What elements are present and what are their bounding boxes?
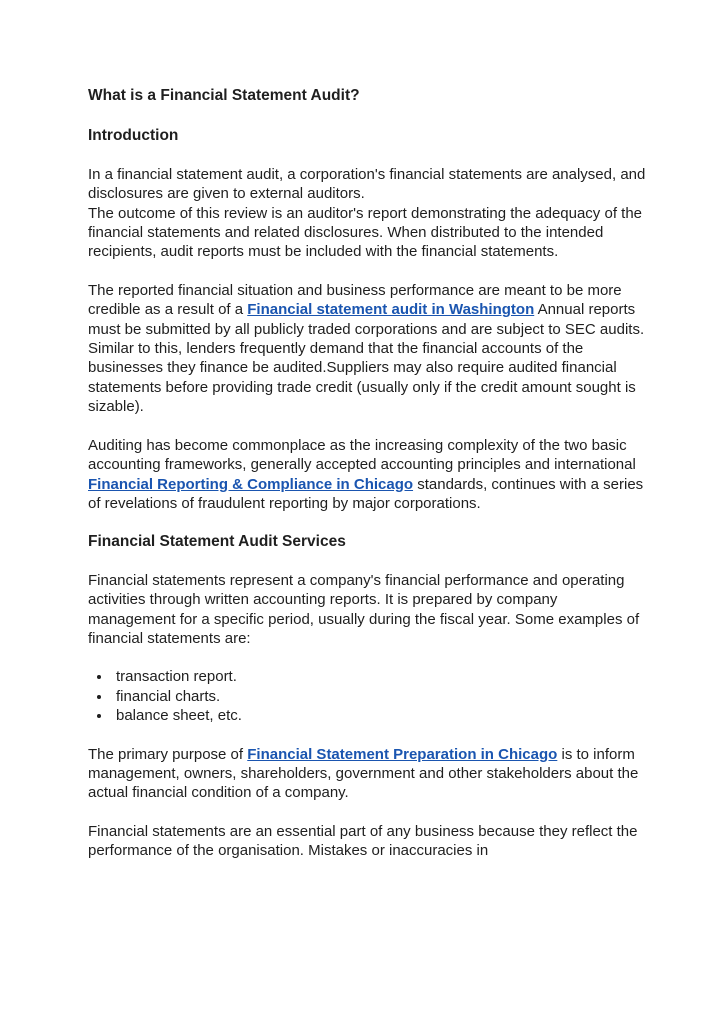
financial-reporting-compliance-chicago-link[interactable]: Financial Reporting & Compliance in Chicago [88, 475, 414, 493]
intro-sentence-2: The outcome of this review is an auditor's report demonstrating the adequacy of the financial statements and related disclosures. When distributed to the intended recipients, audit reports must be included with the financial statements. [88, 204, 643, 261]
financial-statements-paragraph: Financial statements represent a company's financial performance and operating activities through written accounting reports. It is prepared by company management for a specific period, usually during the fiscal year. Some examples of financial statements are: [88, 571, 640, 647]
services-heading: Financial Statement Audit Services [88, 533, 346, 551]
credibility-paragraph [88, 281, 648, 417]
credibility-text-start: The reported financial situation and business performance are meant to be more credible as a result of a [88, 281, 622, 319]
financial-statement-audit-washington-link[interactable]: Financial statement audit in Washington [247, 301, 535, 319]
list-item: • balance sheet, etc. [112, 706, 648, 725]
purpose-text-start: The primary purpose of [88, 745, 248, 763]
credibility-text-end: Annual reports must be submitted by all publicly traded corporations and are subject to SEC audits. Similar to this, lenders frequently demand that the financial accounts of the businesses they finance be audited.Suppliers may also require audited financial statements before providing trade credit (usually only if the credit amount sought is sizable). [88, 301, 645, 416]
auditing-text-end: standards, continues with a series of revelations of fraudulent reporting by major corporations. [88, 475, 644, 512]
importance-paragraph: Financial statements are an essential part of any business because they reflect the performance of the organisation. Mistakes or inaccuracies in [88, 822, 638, 860]
list-item: • financial charts. [112, 687, 648, 706]
purpose-text-end: is to inform management, owners, shareholders, government and other stakeholders about the actual financial condition of a company. [88, 745, 639, 802]
examples-list [88, 667, 648, 725]
document-body [88, 86, 648, 880]
document-title: What is a Financial Statement Audit? [88, 87, 360, 104]
intro-sentence-1: In a financial statement audit, a corporation's financial statements are analysed, and disclosures are given to external auditors. [88, 165, 646, 203]
auditing-text-start: Auditing has become commonplace as the increasing complexity of the two basic accounting frameworks, generally accepted accounting principles and international [88, 436, 636, 474]
list-item: • transaction report. [112, 667, 648, 686]
introduction-heading: Introduction [88, 127, 179, 145]
intro-paragraph [88, 165, 648, 262]
financial-statement-preparation-chicago-link[interactable]: Financial Statement Preparation in Chicago [247, 745, 558, 763]
purpose-paragraph [88, 745, 648, 803]
auditing-paragraph [88, 436, 648, 514]
